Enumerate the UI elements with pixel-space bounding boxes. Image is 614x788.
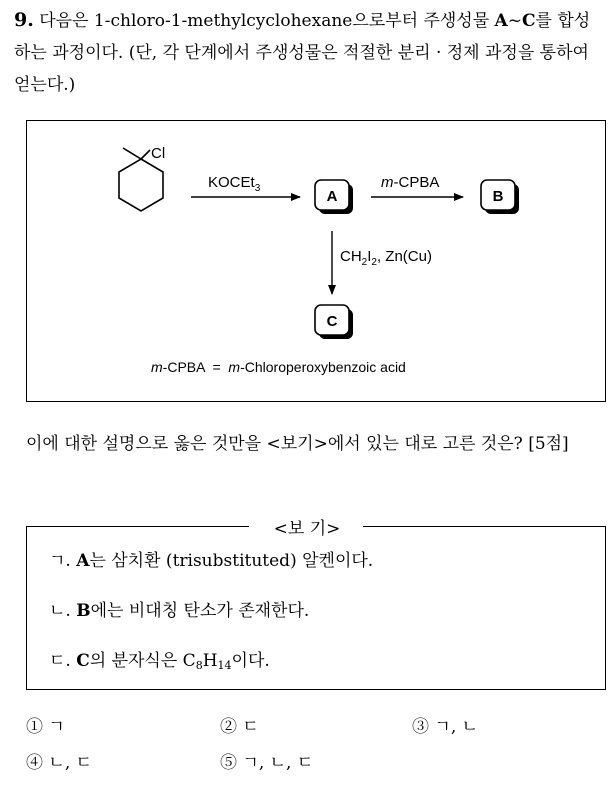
question-text-before: 다음은 1-chloro-1-methylcyclohexane으로부터 주생성물 xyxy=(39,11,495,31)
option-4-number: ④ xyxy=(26,753,43,773)
question-prompt: 이에 대한 설명으로 옳은 것만을 <보기>에서 있는 대로 고른 것은? [5점] xyxy=(26,434,569,454)
question-number: 9. xyxy=(14,9,34,31)
question-stem xyxy=(14,4,604,101)
reagent-mcpba: m-CPBA xyxy=(381,174,440,191)
option-1[interactable] xyxy=(26,712,65,737)
bogi-title: <보 기> xyxy=(0,514,614,539)
statement-3 xyxy=(49,646,270,672)
statement-1-marker: ㄱ. xyxy=(49,551,71,571)
box-a-label: A xyxy=(326,188,338,205)
option-3-text: ㄱ, ㄴ xyxy=(434,717,479,737)
statement-3-text-c: 이다. xyxy=(231,651,270,671)
option-5-number: ⑤ xyxy=(220,753,237,773)
reagent-simmons-smith: $CH_2I_2$, Zn(Cu) xyxy=(340,248,432,268)
option-1-number: ① xyxy=(26,717,43,737)
reagent-kocet3: KOCEt$_3$ xyxy=(208,174,261,194)
statement-2-text: 에는 비대칭 탄소가 존재한다. xyxy=(90,601,310,621)
box-b-label: B xyxy=(492,188,504,205)
option-5[interactable] xyxy=(220,748,313,773)
statement-1-compound: A xyxy=(76,551,90,571)
option-3[interactable] xyxy=(412,712,478,737)
statement-2 xyxy=(49,596,309,621)
question-text-after: 를 합성하는 과정이다. (단, 각 단계에서 주생성물은 적절한 분리 · 정제 과정을 통하여 얻는다.) xyxy=(14,11,591,95)
mcpba-definition: m-CPBA = m-Chloroperoxybenzoic acid xyxy=(151,359,406,375)
statement-3-marker: ㄷ. xyxy=(49,651,71,671)
option-4-text: ㄴ, ㄷ xyxy=(48,753,93,773)
option-2-text: ㄷ xyxy=(242,717,259,737)
option-3-number: ③ xyxy=(412,717,429,737)
product-a-label: A xyxy=(494,11,508,31)
tilde: ~ xyxy=(507,11,522,31)
option-2[interactable] xyxy=(220,712,259,737)
statement-3-text-b: H xyxy=(202,651,218,671)
formula-sub-hydrogen: 14 xyxy=(217,659,232,672)
statement-1 xyxy=(49,546,373,571)
bogi-box xyxy=(26,526,606,690)
statement-1-text: 는 삼치환 (trisubstituted) 알켄이다. xyxy=(89,551,374,571)
c-cl-bond xyxy=(141,150,150,159)
option-4[interactable] xyxy=(26,748,92,773)
option-1-text: ㄱ xyxy=(48,717,65,737)
statement-3-compound: C xyxy=(76,651,90,671)
methyl-bond xyxy=(123,148,141,159)
cyclohexane-ring xyxy=(119,159,163,211)
statement-3-text-a: 의 분자식은 C xyxy=(89,651,196,671)
formula-sub-carbon: 8 xyxy=(195,659,203,672)
statement-2-marker: ㄴ. xyxy=(49,601,71,621)
statement-2-compound: B xyxy=(76,601,91,621)
reaction-scheme xyxy=(26,120,606,402)
chlorine-label: Cl xyxy=(151,145,166,162)
option-5-text: ㄱ, ㄴ, ㄷ xyxy=(242,753,314,773)
product-c-label: C xyxy=(522,11,536,31)
scheme-drawing xyxy=(27,121,607,403)
option-2-number: ② xyxy=(220,717,237,737)
box-c-label: C xyxy=(326,313,338,330)
